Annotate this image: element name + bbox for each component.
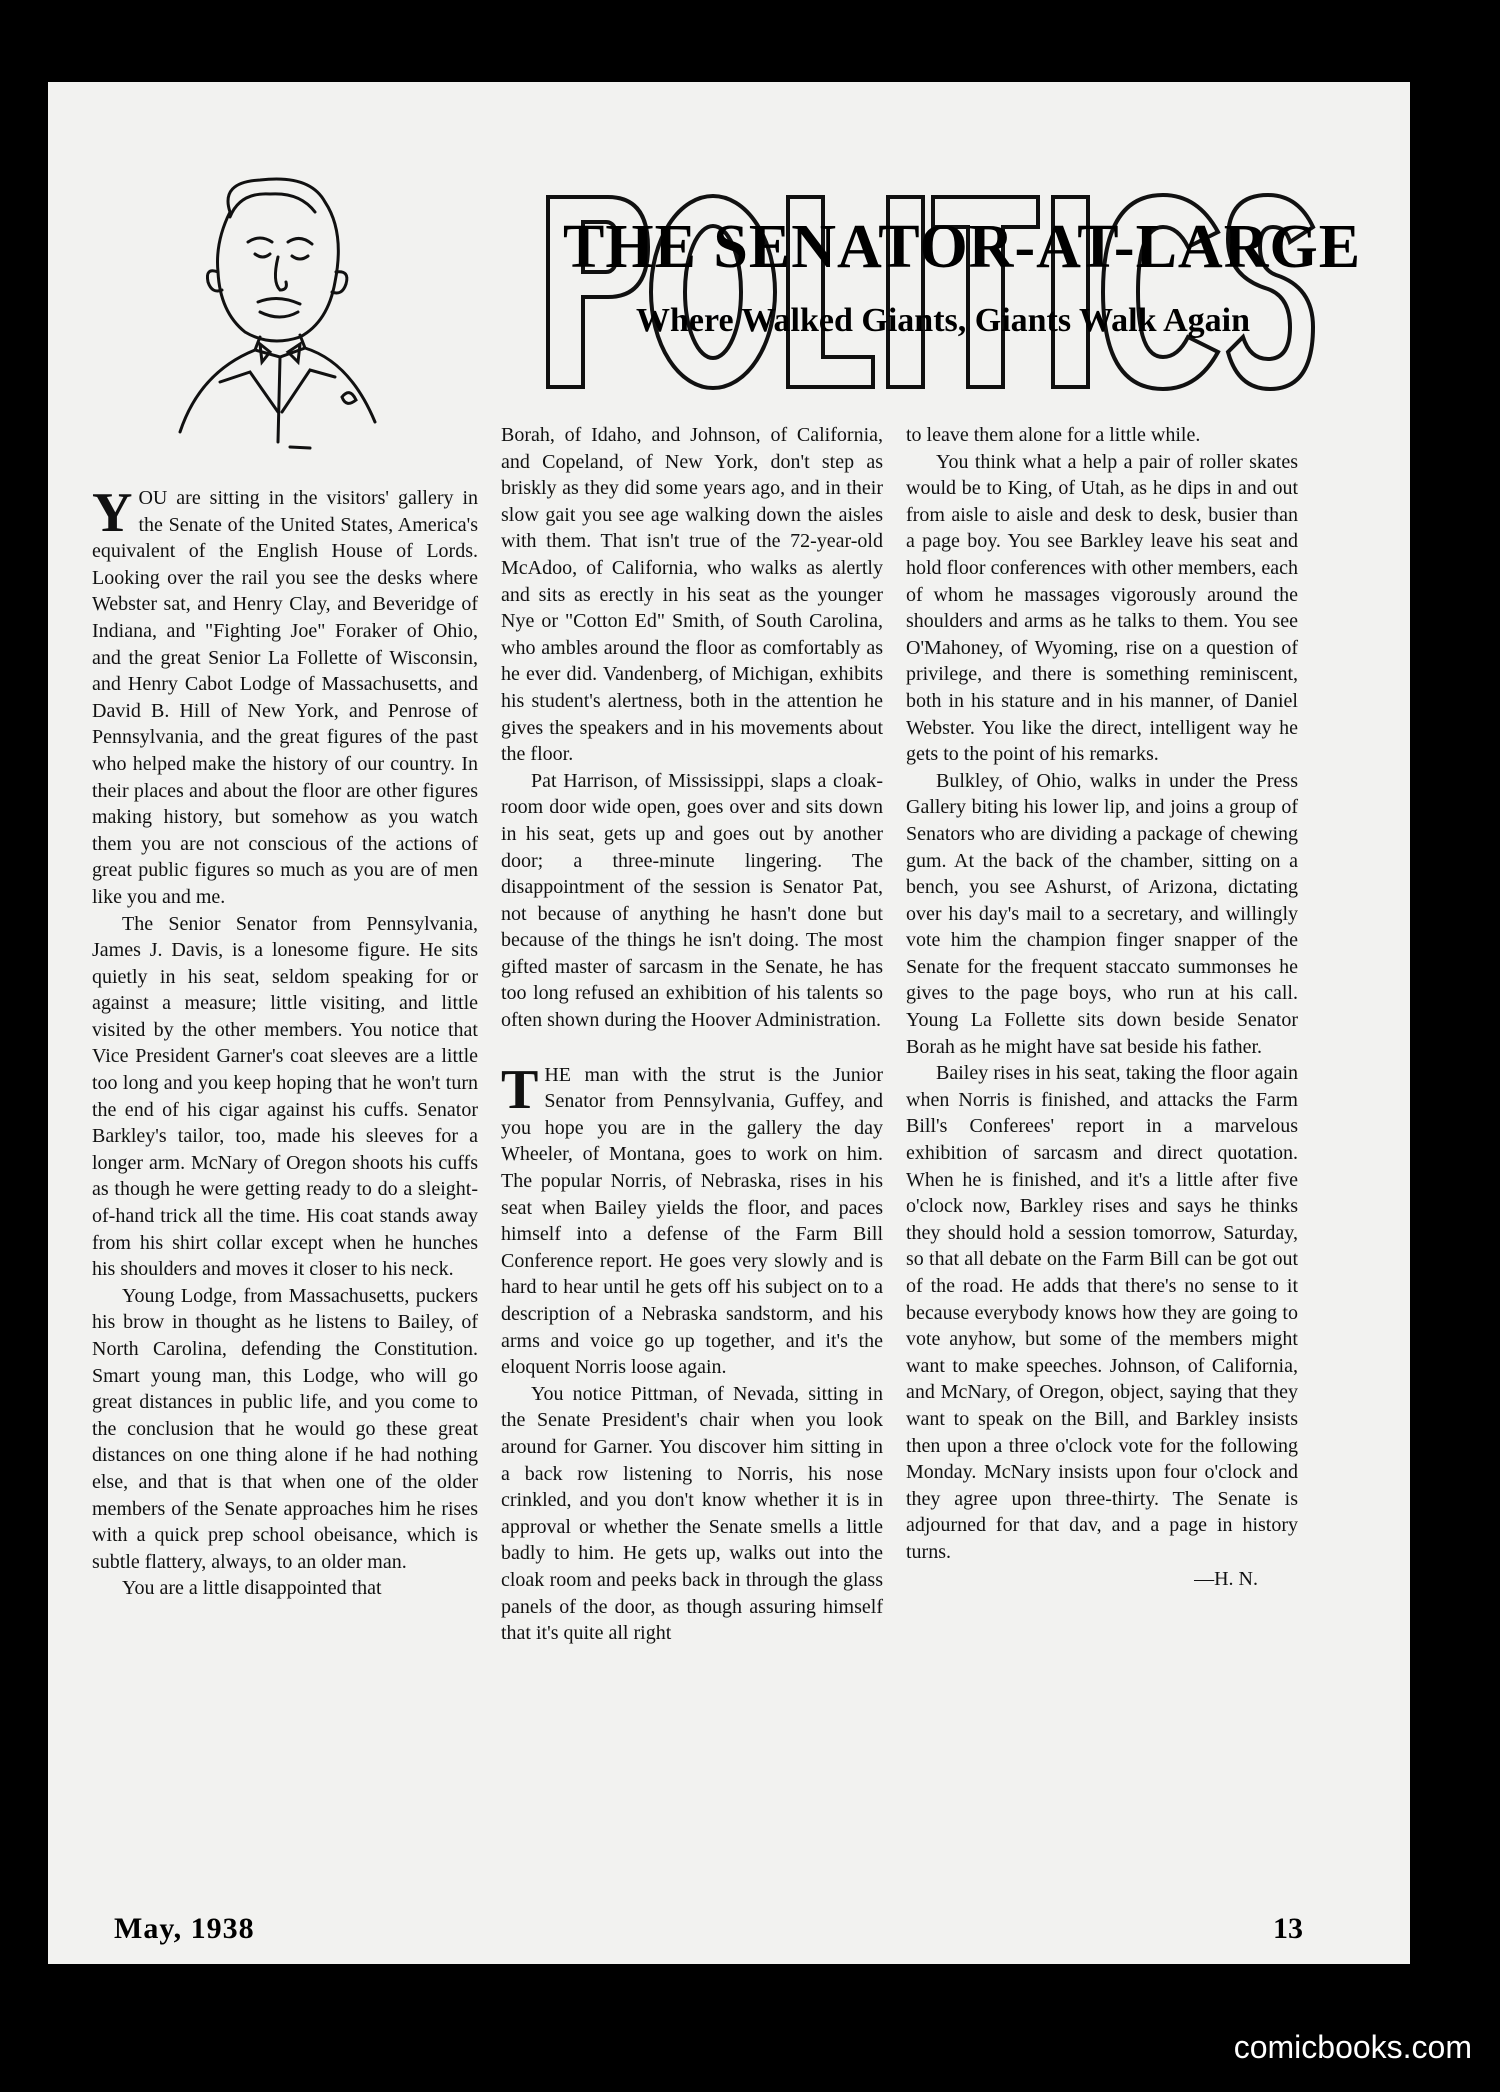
- site-watermark: comicbooks.com: [1233, 2029, 1472, 2065]
- drop-cap: T: [501, 1058, 539, 1121]
- paragraph: You are a little disappointed that: [122, 1577, 382, 1600]
- paragraph: to leave them alone for a little while.: [906, 424, 1201, 446]
- page-number: 13: [1273, 1912, 1303, 1945]
- article-subheadline: Where Walked Giants, Giants Walk Again: [635, 302, 1251, 339]
- paragraph: YOU are sitting in the visitors' gallery in the Senate of the United States, America's equivalent of the English House of Lords. Looking over the rail you see the desks where Webster sat, and Henry Clay, and Beveridge of Indiana, and "Fighting Joe" Foraker of Ohio, and the great Senior La Follette of Wisconsin, and Henry Cabot Lodge of Massachusetts, and David B. Hill of New York, and Penrose of Pennsylvania, and the great figures of the past who helped make the history of our country. In their places and about the floor are other figures making history, but somehow as you watch them you are not conscious of the actions of great public figures so much as you are of men like you and me.: [92, 482, 478, 908]
- article-headline: THE SENATOR-AT-LARGE: [563, 213, 1362, 281]
- paragraph: You think what a help a pair of roller skates would be to King, of Utah, as he dips in and out from aisle to aisle and desk to desk, busier than a page boy. You see Barkley leave his seat and hold floor conferences with other members, each of whom he massages vigorously around the shoulders and arms as he talks to them. You see O'Mahoney, of Wyoming, rise on a question of privilege, and there is something reminiscent, both in his stature and in his manner, of Daniel Webster. You like the direct, intelligent way he gets to the point of his remarks.: [906, 450, 1298, 766]
- politics-outline-lettering: [538, 177, 1318, 397]
- paragraph: The Senior Senator from Pennsylvania, James J. Davis, is a lonesome figure. He sits quietly in his seat, seldom speaking for or against a measure; little visiting, and little visited by the other members. You notice that Vice President Garner's coat sleeves are a little too long and you keep hoping that he won't turn the end of his cigar against his cuffs. Senator Barkley's tailor, too, made his sleeves for a longer arm. McNary of Oregon shoots his cuffs as though he were getting ready to do a sleight-of-hand trick all the time. His coat stands away from his shirt collar except when he hunches his shoulders and moves it closer to his neck.: [92, 912, 478, 1281]
- paragraph: Pat Harrison, of Mississippi, slaps a cloak-room door wide open, goes over and sits down in his seat, gets up and goes out by another door; a three-minute lingering. The disappointment of the session is Senator Pat, not because of anything he hasn't done but because of the things he isn't doing. The most gifted master of sarcasm in the Senate, he has too long refused an exhibition of his talents so often shown during the Hoover Administration.: [501, 769, 883, 1032]
- author-signature: —H. N.: [1194, 1567, 1258, 1590]
- text-column-1: [92, 482, 478, 1602]
- issue-date: May, 1938: [114, 1912, 255, 1945]
- paragraph: Bailey rises in his seat, taking the floor again when Norris is finished, and attacks the Farm Bill's Conferees' report in a marvelous exhibition of sarcasm and direct quotation. When he is finished, and it's a little after five o'clock now, Barkley rises and says he thinks they should hold a session tomorrow, Saturday, so that all debate on the Farm Bill can be got out of the road. He adds that there's no sense to it because everybody knows how they are going to vote anyhow, but some of the members might want to make speeches. Johnson, of California, and McNary, of Oregon, object, saying that they want to speak on the Bill, and Barkley insists then upon a three o'clock vote for the following Monday. McNary insists upon four o'clock and they agree upon three-thirty. The Senate is adjourned for that dav, and a page in history turns.: [906, 1062, 1298, 1563]
- paragraph: Young Lodge, from Massachusetts, puckers his brow in thought as he listens to Bailey, of North Carolina, defending the Constitution. Smart young man, this Lodge, who will go great distances in public life, and you come to the conclusion that he would go these great distances on one thing alone if he had nothing else, and that is that when one of the older members of the Senate approaches him he rises with a quick prep school obeisance, which is subtle flattery, always, to an older man.: [92, 1284, 478, 1573]
- paragraph: You notice Pittman, of Nevada, sitting in the Senate President's chair when you look around for Garner. You discover him sitting in a back row listening to Norris, his nose crinkled, and you don't know whether it is in approval or whether the Senate smells a little badly to him. He gets up, walks out into the cloak room and peeks back in through the glass panels of the door, as though assuring himself that it's quite all right: [501, 1382, 883, 1645]
- drop-cap: Y: [92, 482, 133, 544]
- magazine-page: [48, 82, 1410, 1964]
- paragraph: Bulkley, of Ohio, walks in under the Press Gallery biting his lower lip, and joins a group of Senators who are dividing a package of chewing gum. At the back of the chamber, sitting on a bench, you see Ashurst, of Arizona, dictating over his day's mail to a secretary, and willingly vote him the champion finger snapper of the Senate for the frequent staccato summonses he gives to the page boys, who run at his call. Young La Follette sits down beside Senator Borah as he might have sat beside his father.: [906, 769, 1298, 1058]
- text-column-3: [906, 422, 1298, 1592]
- senator-caricature-illustration: [160, 172, 410, 452]
- text-column-2: [501, 422, 883, 1647]
- paragraph: Borah, of Idaho, and Johnson, of California, and Copeland, of New York, don't step as briskly as they did some years ago, and in their slow gait you see age walking down the aisles with them. That isn't true of the 72-year-old McAdoo, of California, who walks as alertly and sits as erectly in his seat as the younger Nye or "Cotton Ed" Smith, of South Carolina, who ambles around the floor as comfortably as he ever did. Vandenberg, of Michigan, exhibits his student's alertness, both in the attention he gives the speakers and in his movements about the floor.: [501, 424, 883, 766]
- paragraph: THE man with the strut is the Junior Senator from Pennsylvania, Guffey, and you hope you are in the gallery the day Wheeler, of Montana, goes to work on him. The popular Norris, of Nebraska, rises in his seat when Bailey yields the floor, and paces himself into a defense of the Farm Bill Conference report. He goes very slowly and is hard to hear until he gets off his subject on to a description of a Nebraska sandstorm, and his arms and voice go up together, and it's the eloquent Norris loose again.: [501, 1058, 883, 1379]
